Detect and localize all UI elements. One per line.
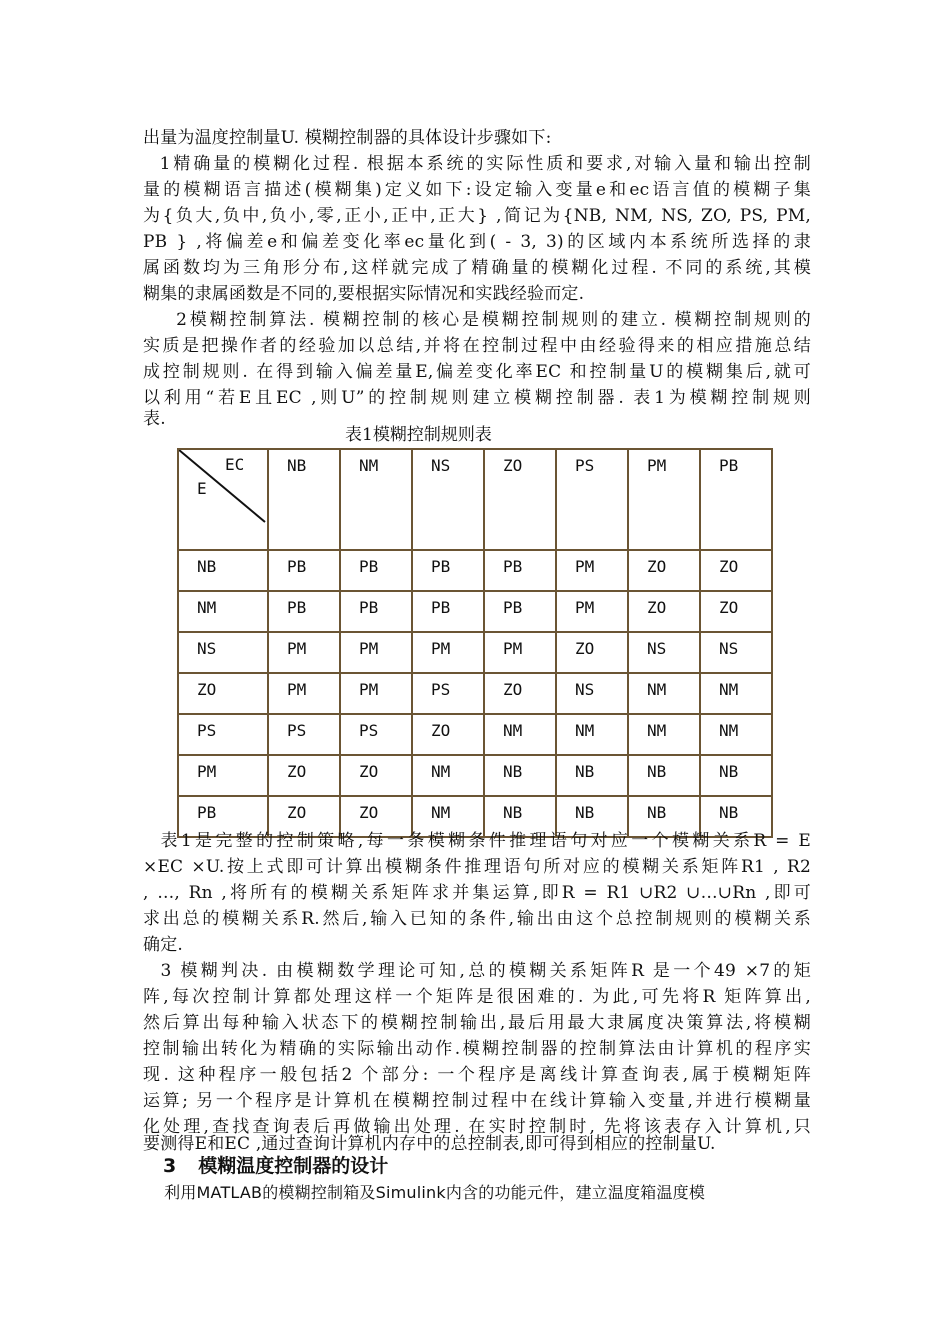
text-line: 化处理,查找查询表后再做输出处理. 在实时控制时, 先将该表存入计算机,只 <box>143 1117 811 1137</box>
table-cell: ZO <box>700 591 772 632</box>
table-cell: NM <box>556 714 628 755</box>
table-cell: PB <box>340 591 412 632</box>
table-cell: ZO <box>340 755 412 796</box>
table-cell: PM <box>268 673 340 714</box>
table-cell: PM <box>556 550 628 591</box>
text-line: 然后算出每种输入状态下的模糊控制输出,最后用最大隶属度决策算法,将模糊 <box>143 1013 811 1033</box>
table-cell: PM <box>268 632 340 673</box>
text-line: 控制输出转化为精确的实际输出动作.模糊控制器的控制算法由计算机的程序实 <box>143 1039 811 1059</box>
table-cell: PS <box>268 714 340 755</box>
table-cell: NB <box>556 796 628 837</box>
table-header-row <box>178 449 772 550</box>
row-header: PB <box>178 796 268 837</box>
table-cell: NB <box>484 755 556 796</box>
text-line: 1精确量的模糊化过程. 根据本系统的实际性质和要求,对输入量和输出控制 <box>143 154 811 174</box>
row-header: NB <box>178 550 268 591</box>
table-cell: PM <box>340 632 412 673</box>
column-header: PM <box>628 449 700 550</box>
table-cell: PM <box>412 632 484 673</box>
text-line: 量的模糊语言描述(模糊集)定义如下:设定输入变量e和ec语言值的模糊子集 <box>143 180 811 200</box>
table-cell: NB <box>700 796 772 837</box>
table-cell: NM <box>628 673 700 714</box>
text-line: ×EC ×U.按上式即可计算出模糊条件推理语句所对应的模糊关系矩阵R1 , R2 <box>143 857 811 877</box>
column-header: PS <box>556 449 628 550</box>
text-line: 3 模糊判决. 由模糊数学理论可知,总的模糊关系矩阵R 是一个49 ×7的矩 <box>143 961 811 981</box>
table-row <box>178 550 772 591</box>
table-cell: NM <box>412 796 484 837</box>
table-cell: PS <box>412 673 484 714</box>
text-line: 属函数均为三角形分布,这样就完成了精确量的模糊化过程. 不同的系统,其模 <box>143 258 811 278</box>
column-header: NM <box>340 449 412 550</box>
table-cell: NB <box>484 796 556 837</box>
text-line: 成控制规则. 在得到输入偏差量E,偏差变化率EC 和控制量U的模糊集后,就可 <box>143 362 811 382</box>
table-cell: NB <box>628 796 700 837</box>
column-header: ZO <box>484 449 556 550</box>
column-header: NB <box>268 449 340 550</box>
table-cell: NS <box>628 632 700 673</box>
table-cell: NM <box>700 714 772 755</box>
table-cell: ZO <box>268 755 340 796</box>
table-cell: NM <box>700 673 772 714</box>
text-line: 2模糊控制算法. 模糊控制的核心是模糊控制规则的建立. 模糊控制规则的 <box>143 310 811 330</box>
text-line: , …, Rn ,将所有的模糊关系矩阵求并集运算,即R = R1 ∪R2 ∪…∪Rn ,即可 <box>143 883 811 903</box>
table-cell: PB <box>340 550 412 591</box>
table-cell: PB <box>412 591 484 632</box>
table-corner-cell <box>178 449 268 550</box>
text-line: 糊集的隶属函数是不同的,要根据实际情况和实践经验而定. <box>143 284 585 304</box>
table-cell: ZO <box>412 714 484 755</box>
text-line: PB } ,将偏差e和偏差变化率ec量化到( - 3, 3)的区域内本系统所选择的隶 <box>143 232 811 252</box>
table-cell: ZO <box>268 796 340 837</box>
table-cell: NS <box>556 673 628 714</box>
table-cell: NB <box>556 755 628 796</box>
diagonal-divider <box>179 450 267 543</box>
table-cell: ZO <box>628 550 700 591</box>
section-number: 3 <box>163 1155 177 1177</box>
text-line: 实质是把操作者的经验加以总结,并将在控制过程中由经验得来的相应措施总结 <box>143 336 811 356</box>
row-header: ZO <box>178 673 268 714</box>
corner-column-label: EC <box>225 455 245 474</box>
section-heading <box>163 1152 388 1180</box>
text-line: 阵,每次控制计算都处理这样一个矩阵是很困难的. 为此,可先将R 矩阵算出, <box>143 987 811 1007</box>
row-header: PS <box>178 714 268 755</box>
table-caption: 表1模糊控制规则表 <box>345 425 492 445</box>
table-row <box>178 591 772 632</box>
row-header: PM <box>178 755 268 796</box>
text-line: 确定. <box>143 935 184 955</box>
text-line: 以利用“若E且EC ,则U”的控制规则建立模糊控制器. 表1为模糊控制规则 <box>143 388 811 408</box>
table-cell: NM <box>412 755 484 796</box>
table-cell: PS <box>340 714 412 755</box>
table-cell: PB <box>484 550 556 591</box>
table-cell: PM <box>484 632 556 673</box>
text-line: 利用MATLAB的模糊控制箱及Simulink内含的功能元件，建立温度箱温度模 <box>143 1183 706 1202</box>
table-row <box>178 714 772 755</box>
text-line: 运算; 另一个程序是计算机在模糊控制过程中在线计算输入变量,并进行模糊量 <box>143 1091 811 1111</box>
column-header: PB <box>700 449 772 550</box>
corner-row-label: E <box>197 479 207 498</box>
table-cell: NM <box>628 714 700 755</box>
table-row <box>178 673 772 714</box>
table-cell: ZO <box>340 796 412 837</box>
table-cell: NS <box>700 632 772 673</box>
text-line: 要测得E和EC ,通过查询计算机内存中的总控制表,即可得到相应的控制量U. <box>143 1134 716 1154</box>
column-header: NS <box>412 449 484 550</box>
text-line: 表1是完整的控制策略,每一条模糊条件推理语句对应一个模糊关系R = E <box>143 831 811 851</box>
table-cell: PB <box>268 550 340 591</box>
table-cell: ZO <box>628 591 700 632</box>
table-cell: ZO <box>700 550 772 591</box>
table-cell: PB <box>412 550 484 591</box>
table-cell: PM <box>340 673 412 714</box>
row-header: NS <box>178 632 268 673</box>
section-title: 模糊温度控制器的设计 <box>198 1155 389 1177</box>
text-line: 求出总的模糊关系R.然后,输入已知的条件,输出由这个总控制规则的模糊关系 <box>143 909 811 929</box>
table-cell: PB <box>484 591 556 632</box>
fuzzy-rule-table <box>177 448 773 838</box>
text-line: 为{负大,负中,负小,零,正小,正中,正大} ,简记为{NB, NM, NS, ZO, PS, PM, <box>143 206 811 226</box>
table-cell: NB <box>628 755 700 796</box>
row-header: NM <box>178 591 268 632</box>
table-cell: ZO <box>556 632 628 673</box>
table-cell: PM <box>556 591 628 632</box>
table-cell: NB <box>700 755 772 796</box>
text-line: 现. 这种程序一般包括2 个部分: 一个程序是离线计算查询表,属于模糊矩阵 <box>143 1065 811 1085</box>
table-cell: NM <box>484 714 556 755</box>
table-row <box>178 632 772 673</box>
table-cell: PB <box>268 591 340 632</box>
text-line: 出量为温度控制量U. 模糊控制器的具体设计步骤如下: <box>143 128 552 148</box>
text-line: 表. <box>143 409 166 429</box>
table-row <box>178 755 772 796</box>
table-cell: ZO <box>484 673 556 714</box>
